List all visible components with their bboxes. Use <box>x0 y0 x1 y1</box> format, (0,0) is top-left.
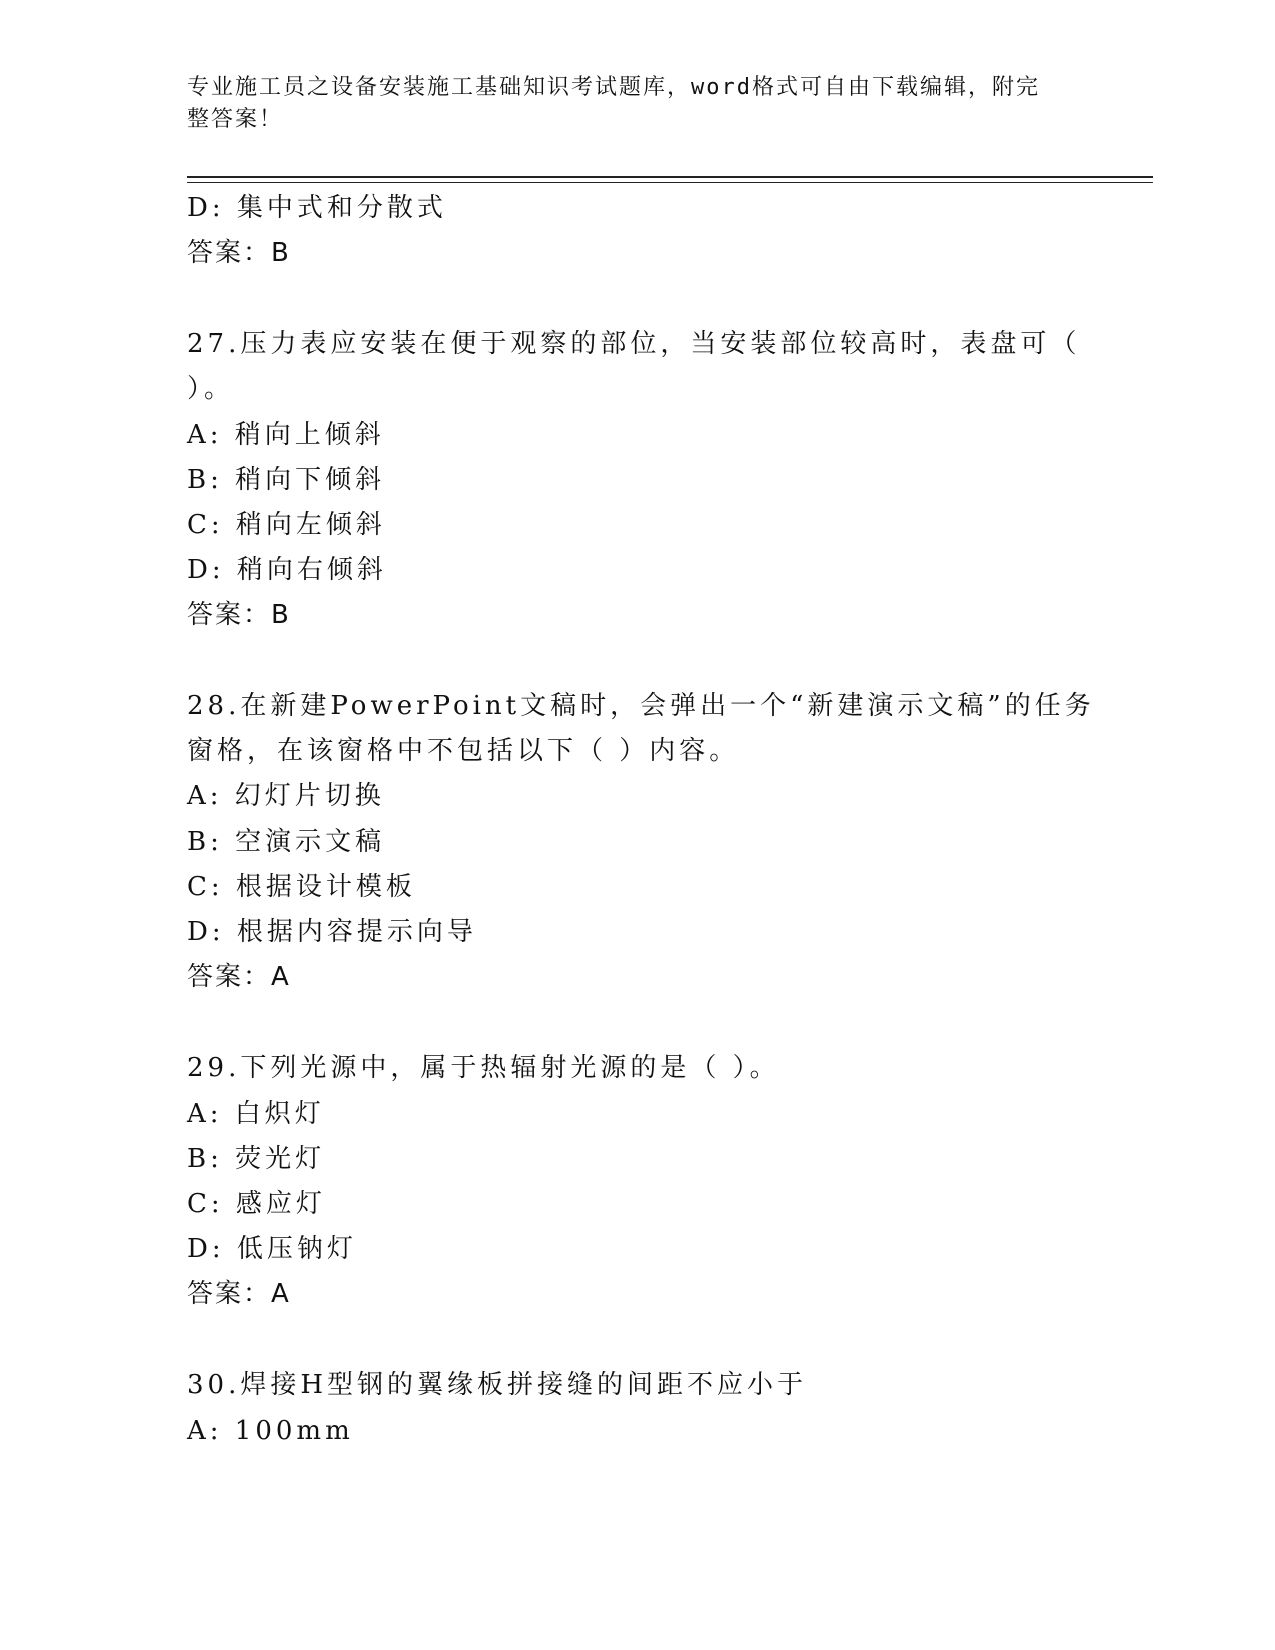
q27-option-a: A: 稍向上倾斜 <box>187 420 385 450</box>
prev-option-d: D: 集中式和分散式 <box>187 193 447 223</box>
q28-option-c: C: 根据设计模板 <box>187 872 416 902</box>
header-line-2: 整答案！ <box>187 107 284 132</box>
q27-option-b: B: 稍向下倾斜 <box>187 465 386 495</box>
q27-answer: 答案：B <box>187 600 291 630</box>
q28-option-a: A: 幻灯片切换 <box>187 781 385 811</box>
q30-option-a: A: 100mm <box>187 1416 354 1446</box>
q29-answer: 答案：A <box>187 1279 291 1309</box>
q28-option-b: B: 空演示文稿 <box>187 827 386 857</box>
q30-stem-line-1: 30.焊接H型钢的翼缘板拼接缝的间距不应小于 <box>187 1370 808 1400</box>
q27-stem-line-1: 27.压力表应安装在便于观察的部位，当安装部位较高时，表盘可（ <box>187 329 1081 359</box>
q29-stem-line-1: 29.下列光源中，属于热辐射光源的是（ ）。 <box>187 1053 780 1083</box>
q29-option-c: C: 感应灯 <box>187 1189 326 1219</box>
q29-option-b: B: 荧光灯 <box>187 1144 326 1174</box>
document-header <box>187 72 1067 136</box>
q27-stem-line-2: ）。 <box>187 374 235 404</box>
header-line-1: 专业施工员之设备安装施工基础知识考试题库，word格式可自由下载编辑，附完 <box>187 75 1040 100</box>
q29-option-a: A: 白炽灯 <box>187 1099 325 1129</box>
q28-stem-line-2: 窗格，在该窗格中不包括以下（ ）内容。 <box>187 736 740 766</box>
header-rule-thin <box>187 182 1153 183</box>
q29-option-d: D: 低压钠灯 <box>187 1234 357 1264</box>
q28-answer: 答案：A <box>187 962 291 992</box>
header-rule-thick <box>187 176 1153 178</box>
q27-option-d: D: 稍向右倾斜 <box>187 555 387 585</box>
q27-option-c: C: 稍向左倾斜 <box>187 510 386 540</box>
q28-stem-line-1: 28.在新建PowerPoint文稿时，会弹出一个“新建演示文稿”的任务 <box>187 691 1095 721</box>
q28-option-d: D: 根据内容提示向导 <box>187 917 477 947</box>
prev-answer: 答案：B <box>187 238 291 268</box>
